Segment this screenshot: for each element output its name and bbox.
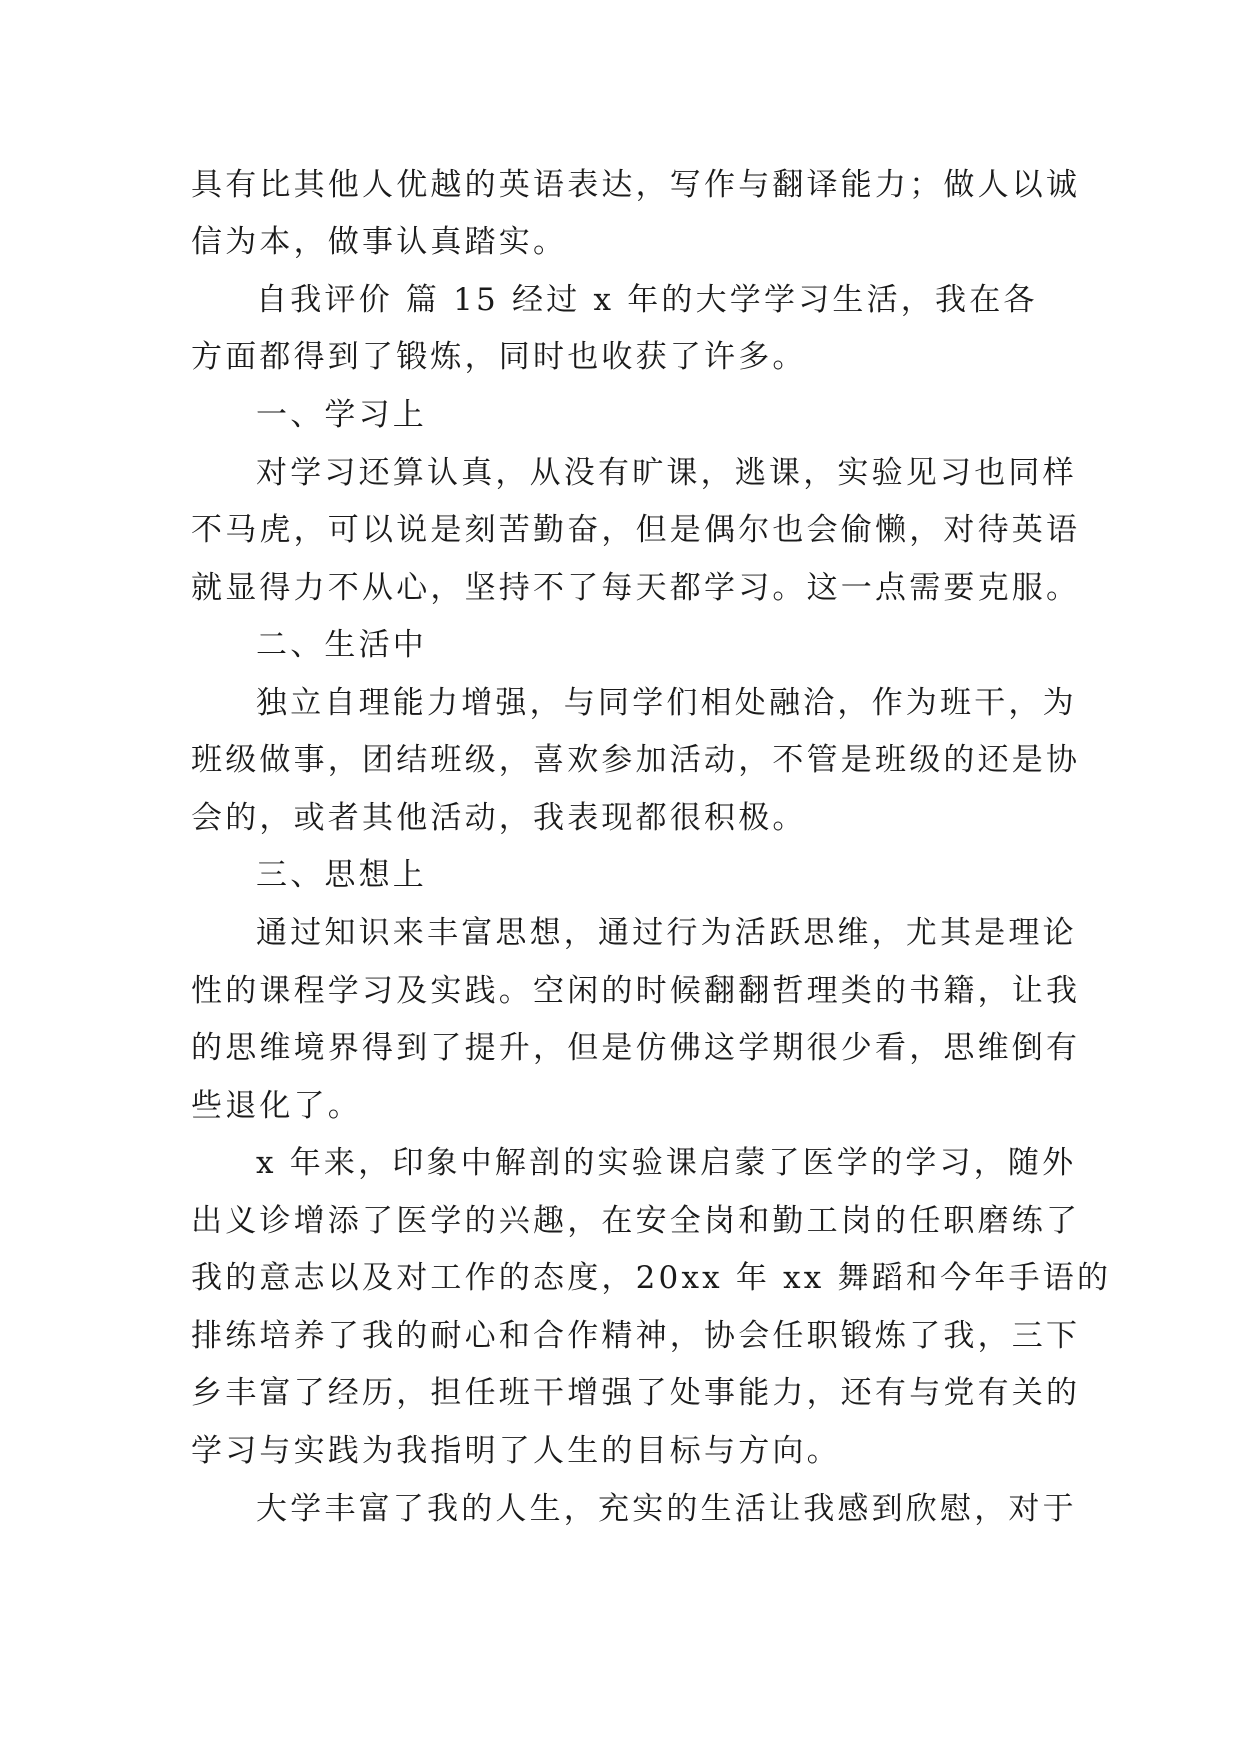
text-line: 大学丰富了我的人生，充实的生活让我感到欣慰，对于 xyxy=(256,1491,1077,1527)
text-line: 性的课程学习及实践。空闲的时候翻翻哲理类的书籍，让我 xyxy=(191,973,1081,1009)
text-line: 的思维境界得到了提升，但是仿佛这学期很少看，思维倒有 xyxy=(191,1030,1081,1066)
subheading-study: 一、学习上 xyxy=(256,397,427,433)
text-line: 具有比其他人优越的英语表达，写作与翻译能力；做人以诚 xyxy=(191,167,1081,203)
text-line: 班级做事，团结班级，喜欢参加活动，不管是班级的还是协 xyxy=(191,742,1081,778)
text-line: 不马虎，可以说是刻苦勤奋，但是偶尔也会偷懒，对待英语 xyxy=(191,512,1081,548)
text-line: 就显得力不从心，坚持不了每天都学习。这一点需要克服。 xyxy=(191,570,1081,606)
text-line: 些退化了。 xyxy=(191,1088,362,1124)
text-line: 会的，或者其他活动，我表现都很积极。 xyxy=(191,800,807,836)
text-line: 独立自理能力增强，与同学们相处融洽，作为班干，为 xyxy=(256,685,1077,721)
text-line: 方面都得到了锻炼，同时也收获了许多。 xyxy=(191,339,807,375)
text-line: 排练培养了我的耐心和合作精神，协会任职锻炼了我，三下 xyxy=(191,1318,1081,1354)
subheading-life: 二、生活中 xyxy=(256,627,427,663)
text-line: 出义诊增添了医学的兴趣，在安全岗和勤工岗的任职磨练了 xyxy=(191,1203,1081,1239)
text-line: 我的意志以及对工作的态度，20xx 年 xx 舞蹈和今年手语的 xyxy=(191,1260,1112,1296)
text-line: x 年来，印象中解剖的实验课启蒙了医学的学习，随外 xyxy=(256,1145,1077,1181)
text-line: 乡丰富了经历，担任班干增强了处事能力，还有与党有关的 xyxy=(191,1375,1081,1411)
text-line: 通过知识来丰富思想，通过行为活跃思维，尤其是理论 xyxy=(256,915,1077,951)
subheading-thought: 三、思想上 xyxy=(256,857,427,893)
text-line: 对学习还算认真，从没有旷课，逃课，实验见习也同样 xyxy=(256,455,1077,491)
text-line: 学习与实践为我指明了人生的目标与方向。 xyxy=(191,1433,841,1469)
text-line: 信为本，做事认真踏实。 xyxy=(191,224,568,260)
section-heading-line: 自我评价 篇 15 经过 x 年的大学学习生活，我在各 xyxy=(256,282,1038,318)
